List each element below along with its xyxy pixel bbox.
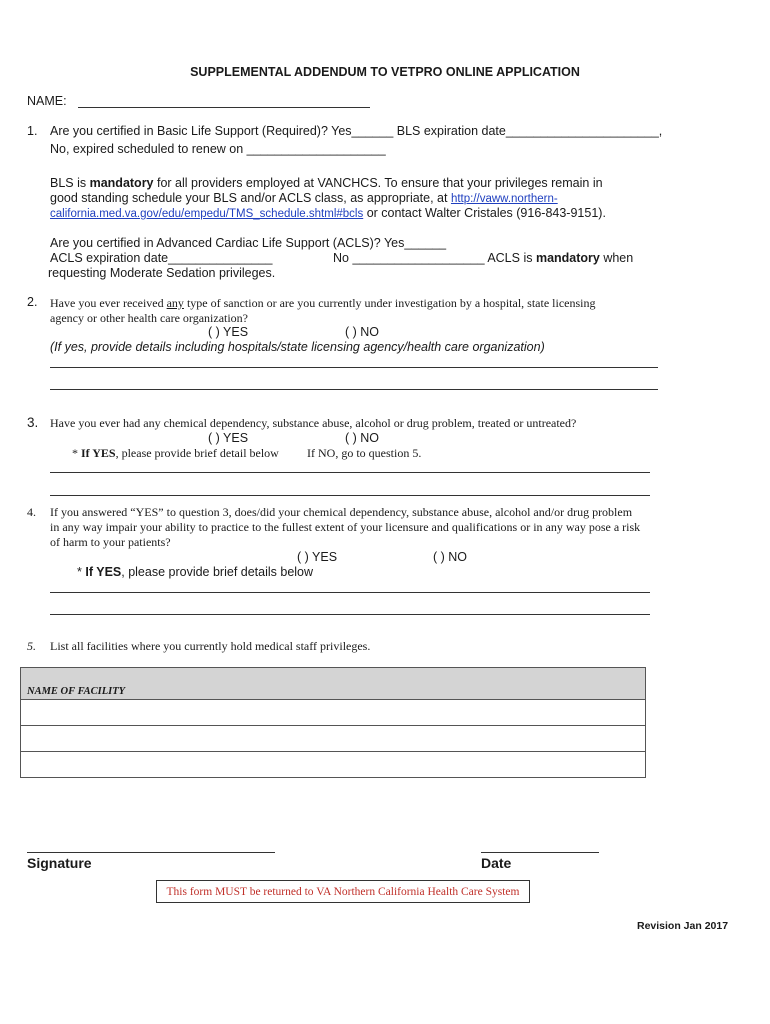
bls-schedule-link[interactable]: http://vaww.northern- [450, 193, 558, 205]
bls-paragraph-line1 [50, 176, 603, 190]
q2-text: type of sanction or are you currently under investigation by a hospital, state licensing [183, 296, 596, 310]
facility-row[interactable] [21, 752, 645, 777]
q4-answer-line[interactable] [50, 614, 650, 615]
acls-line3: requesting Moderate Sedation privileges. [48, 266, 276, 280]
acls-expiration: ACLS expiration date_______________ [50, 251, 273, 265]
bls-mandatory: mandatory [89, 176, 154, 190]
q4-line3: of harm to your patients? [50, 535, 171, 549]
facility-row[interactable] [21, 726, 645, 752]
q5-line1: List all facilities where you currently hold medical staff privileges. [50, 639, 371, 653]
q4-detail [77, 565, 313, 579]
return-notice: This form MUST be returned to VA Northern California Health Care System [156, 880, 530, 903]
q1-line2: No, expired scheduled to renew on ____________________ [50, 142, 386, 156]
q3-text: , please provide brief detail below [115, 446, 279, 460]
facility-table [20, 667, 646, 778]
q2-number: 2. [27, 295, 38, 309]
q3-no-option[interactable]: ( ) NO [345, 431, 380, 445]
q3-yes-option[interactable]: ( ) YES [208, 431, 249, 445]
name-field[interactable] [78, 107, 370, 108]
q2-line2: agency or other health care organization? [50, 311, 249, 325]
q2-yes-option[interactable]: ( ) YES [208, 325, 249, 339]
q4-answer-line[interactable] [50, 592, 650, 593]
acls-text: No ___________________ ACLS is [333, 251, 536, 265]
acls-line1: Are you certified in Advanced Cardiac Life Support (ACLS)? Yes______ [50, 236, 447, 250]
q2-no-option[interactable]: ( ) NO [345, 325, 380, 339]
q1-number: 1. [27, 124, 38, 138]
name-label: NAME: [27, 94, 67, 108]
q2-answer-line[interactable] [50, 389, 658, 390]
q3-answer-line[interactable] [50, 495, 650, 496]
page-title: SUPPLEMENTAL ADDENDUM TO VETPRO ONLINE APPLICATION [190, 65, 580, 79]
q2-line1 [50, 296, 596, 311]
q4-no-option[interactable]: ( ) NO [433, 550, 468, 564]
q3-if-yes: If YES [81, 446, 116, 460]
acls-no-line [333, 251, 633, 265]
q4-yes-option[interactable]: ( ) YES [297, 550, 338, 564]
date-label: Date [481, 855, 512, 871]
q3-answer-line[interactable] [50, 472, 650, 473]
bls-schedule-link-cont[interactable]: california.med.va.gov/edu/empedu/TMS_schedule.shtml#bcls [50, 208, 364, 220]
facility-row[interactable] [21, 700, 645, 726]
q2-text: Have you ever received [50, 296, 167, 310]
facility-table-header [21, 668, 645, 700]
q2-answer-line[interactable] [50, 367, 658, 368]
q4-line2: in any way impair your ability to practice to the fullest extent of your licensure and qualifications or in any way pose a risk [50, 520, 641, 534]
q3-text: * [72, 446, 81, 460]
q4-text: , please provide brief details below [121, 565, 314, 579]
q3-if-no: If NO, go to question 5. [307, 446, 422, 460]
acls-text: when [599, 251, 634, 265]
revision-label: Revision Jan 2017 [637, 920, 729, 932]
signature-line[interactable] [27, 852, 275, 853]
q2-instruction: (If yes, provide details including hospitals/state licensing agency/health care organization) [50, 340, 545, 354]
bls-text: BLS is [50, 176, 90, 190]
q4-text: * [77, 565, 86, 579]
date-line[interactable] [481, 852, 599, 853]
acls-mandatory: mandatory [535, 251, 600, 265]
bls-text: for all providers employed at VANCHCS. To ensure that your privileges remain in [153, 176, 603, 190]
q3-detail [72, 446, 279, 461]
q1-line1: Are you certified in Basic Life Support (Required)? Yes______ BLS expiration date______________________, [50, 124, 663, 138]
q3-number: 3. [27, 415, 39, 430]
signature-label: Signature [27, 855, 92, 871]
bls-text: good standing schedule your BLS and/or ACLS class, as appropriate, at [50, 191, 451, 205]
q2-underlined: any [166, 296, 184, 310]
q4-number: 4. [27, 505, 36, 519]
q4-if-yes: If YES [85, 565, 122, 579]
facility-column-header: NAME OF FACILITY [27, 686, 126, 697]
q4-line1: If you answered “YES” to question 3, does/did your chemical dependency, substance abuse, alcohol and/or drug problem [50, 505, 633, 519]
q3-line1: Have you ever had any chemical dependency, substance abuse, alcohol or drug problem, treated or untreated? [50, 416, 577, 430]
bls-text: or contact Walter Cristales (916-843-9151). [363, 206, 606, 220]
bls-paragraph-line2 [50, 191, 558, 205]
q5-number: 5. [27, 639, 36, 653]
bls-paragraph-line3 [50, 206, 606, 220]
